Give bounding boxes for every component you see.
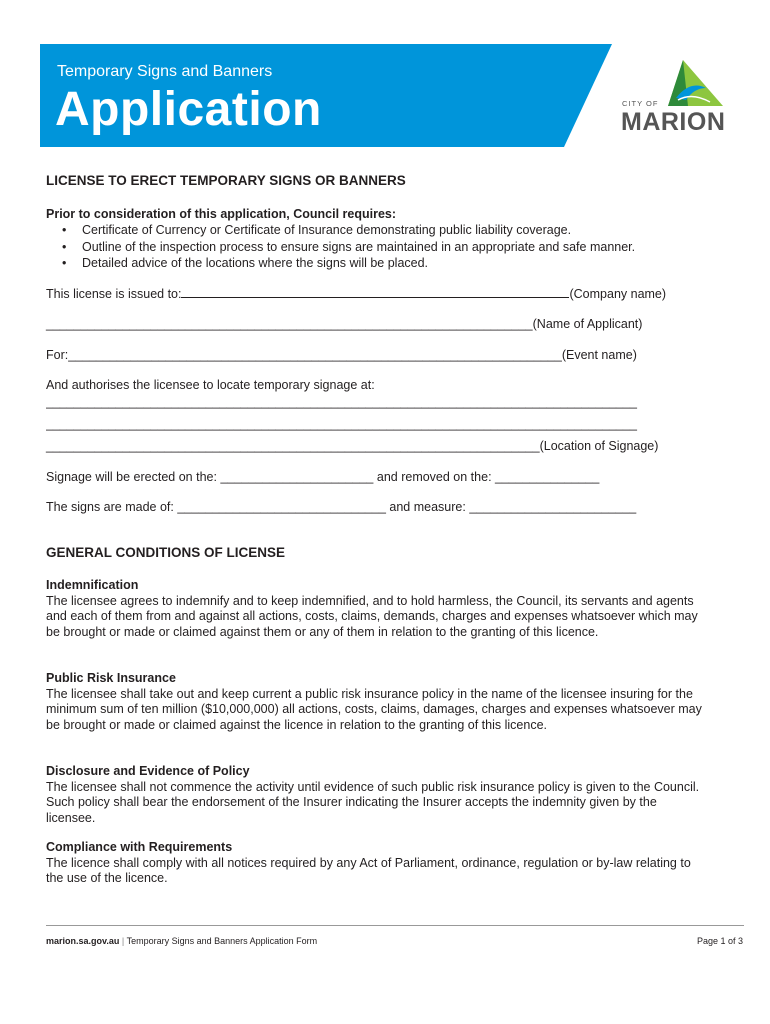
erected-label: Signage will be erected on the: — [46, 470, 217, 484]
section-compliance — [46, 840, 706, 887]
section-public-risk-insurance — [46, 671, 706, 733]
location-input-line-1[interactable]: _____________________________________________________________________________________ — [46, 395, 637, 409]
footer-form-name: Temporary Signs and Banners Application Form — [126, 936, 318, 946]
for-label: For: — [46, 348, 69, 362]
footer-left — [46, 936, 317, 946]
logo-marion: MARION — [621, 108, 726, 136]
section-body: The licensee shall take out and keep current a public risk insurance policy in the name of the licensee insuring for the minimum sum of ten million ($10,000,000) all actions, costs, claims, damages, charges and expenses whatsoever may be brought or made or claimed against the licence in relation to the granting of this licence. — [46, 686, 702, 732]
company-name-input-line[interactable] — [181, 286, 569, 298]
general-conditions-heading: GENERAL CONDITIONS OF LICENSE — [46, 545, 286, 560]
section-title: Public Risk Insurance — [46, 671, 176, 685]
removed-input-line[interactable]: _______________ — [495, 470, 600, 484]
event-row — [46, 348, 637, 362]
location-input-line-2[interactable]: _____________________________________________________________________________________ — [46, 417, 637, 431]
requirement-item: • Outline of the inspection process to ensure signs are maintained in an appropriate and safe manner. — [62, 239, 635, 256]
location-input-line-3[interactable]: _______________________________________________________________________ — [46, 439, 540, 453]
requirements-list — [62, 222, 635, 272]
event-input-line[interactable]: _______________________________________________________________________ — [68, 348, 562, 362]
footer-divider — [46, 925, 744, 926]
removed-label: and removed on the: — [376, 470, 492, 484]
location-row — [46, 439, 658, 453]
measure-label: and measure: — [389, 500, 466, 514]
erected-row — [46, 470, 599, 484]
section-title: Disclosure and Evidence of Policy — [46, 764, 250, 778]
company-name-label: (Company name) — [569, 287, 667, 301]
event-name-label: (Event name) — [561, 348, 637, 362]
banner-title: Application — [55, 83, 322, 136]
section-body: The licensee agrees to indemnify and to keep indemnified, and to hold harmless, the Council, its servants and agents and each of them from and against all actions, costs, claims, demands, charges and expenses whatsoever which may be brought or made or claimed against them or any of them in relation to the granting of this licence. — [46, 593, 698, 639]
section-disclosure — [46, 764, 706, 826]
license-heading: LICENSE TO ERECT TEMPORARY SIGNS OR BANNERS — [46, 173, 406, 188]
footer-separator: | — [121, 936, 125, 946]
requirements-title: Prior to consideration of this application, Council requires: — [46, 207, 397, 221]
measure-input-line[interactable]: ________________________ — [469, 500, 637, 514]
logo-city-of: CITY OF — [622, 99, 659, 108]
requirement-item: • Certificate of Currency or Certificate of Insurance demonstrating public liability coverage. — [62, 222, 635, 239]
made-of-label: The signs are made of: — [46, 500, 174, 514]
page-number: Page 1 of 3 — [696, 936, 743, 946]
section-body: The licence shall comply with all notices required by any Act of Parliament, ordinance, regulation or by-law relating to the use of the licence. — [46, 855, 691, 886]
section-body: The licensee shall not commence the activity until evidence of such public risk insurance policy is given to the Council. Such policy shall bear the endorsement of the Insurer indicating the Insurer accepts the indemnity given by the licensee. — [46, 779, 700, 825]
section-title: Compliance with Requirements — [46, 840, 233, 854]
section-title: Indemnification — [46, 578, 139, 592]
erected-input-line[interactable]: ______________________ — [220, 470, 374, 484]
footer-site-link[interactable]: marion.sa.gov.au — [46, 936, 120, 946]
applicant-input-line[interactable]: ______________________________________________________________________ — [46, 317, 533, 331]
made-of-input-line[interactable]: ______________________________ — [177, 500, 386, 514]
requirement-item: • Detailed advice of the locations where the signs will be placed. — [62, 255, 635, 272]
made-row — [46, 500, 636, 514]
location-label: (Location of Signage) — [539, 439, 659, 453]
issued-to-row — [46, 286, 666, 301]
issued-to-label: This license is issued to: — [46, 287, 182, 301]
section-indemnification — [46, 578, 706, 640]
authorises-text: And authorises the licensee to locate temporary signage at: — [46, 378, 375, 392]
banner-subtitle: Temporary Signs and Banners — [57, 63, 273, 80]
applicant-row — [46, 317, 642, 331]
applicant-name-label: (Name of Applicant) — [532, 317, 643, 331]
